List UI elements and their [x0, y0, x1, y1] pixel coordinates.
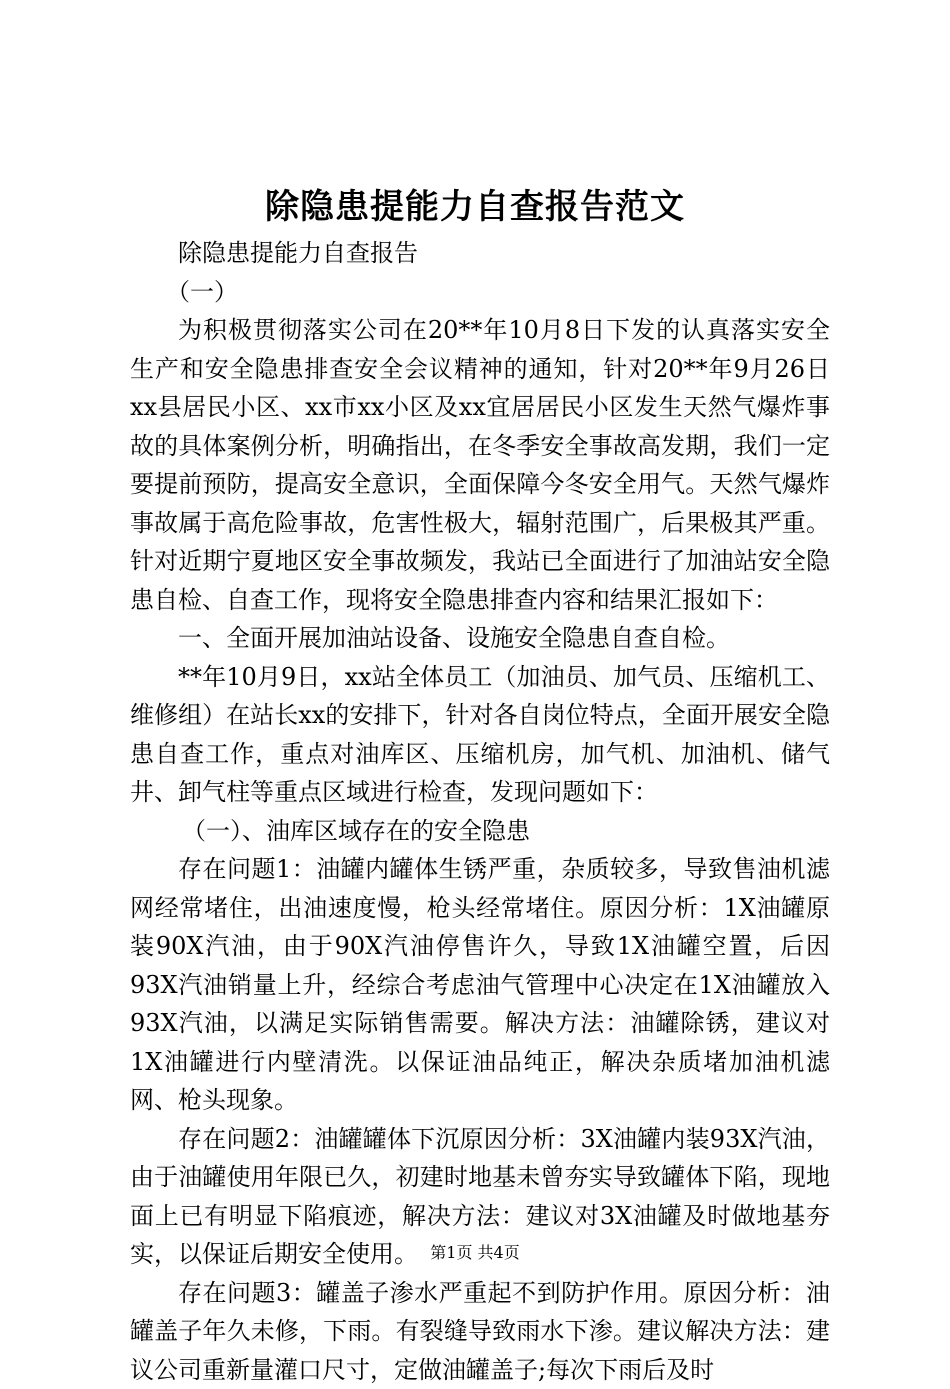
issue-paragraph-1: 存在问题1：油罐内罐体生锈严重，杂质较多，导致售油机滤网经常堵住，出油速度慢，枪头经常堵住。原因分析：1X油罐原装90X汽油，由于90X汽油停售许久，导致1X油罐空置，后因93X汽油销量上升，经综合考虑油气管理中心决定在1X油罐放入93X汽油，以满足实际销售需要。解决方法：油罐除锈，建议对1X油罐进行内壁清洗。以保证油品纯正，解决杂质堵加油机滤网、枪头现象。: [130, 850, 830, 1120]
intro-paragraph: 为积极贯彻落实公司在20**年10月8日下发的认真落实安全生产和安全隐患排查安全会议精神的通知，针对20**年9月26日xx县居民小区、xx市xx小区及xx宜居居民小区发生天然气爆炸事故的具体案例分析，明确指出，在冬季安全事故高发期，我们一定要提前预防，提高安全意识，全面保障今冬安全用气。天然气爆炸事故属于高危险事故，危害性极大，辐射范围广，后果极其严重。针对近期宁夏地区安全事故频发，我站已全面进行了加油站安全隐患自检、自查工作，现将安全隐患排查内容和结果汇报如下：: [130, 311, 830, 619]
section-heading-1: 一、全面开展加油站设备、设施安全隐患自查自检。: [130, 619, 830, 658]
section-heading-2: （一）、油库区域存在的安全隐患: [130, 812, 830, 851]
issue-paragraph-2: 存在问题2：油罐罐体下沉原因分析：3X油罐内装93X汽油，由于油罐使用年限已久，初建时地基未曾夯实导致罐体下陷，现地面上已有明显下陷痕迹，解决方法：建议对3X油罐及时做地基夯实，以保证后期安全使用。: [130, 1120, 830, 1274]
report-subtitle: 除隐患提能力自查报告: [130, 234, 830, 273]
page-number: 第1页 共4页: [0, 1241, 950, 1265]
inspection-paragraph: **年10月9日，xx站全体员工（加油员、加气员、压缩机工、维修组）在站长xx的安排下，针对各自岗位特点，全面开展安全隐患自查工作，重点对油库区、压缩机房，加气机、加油机、储气井、卸气柱等重点区域进行检查，发现问题如下：: [130, 658, 830, 812]
issue-paragraph-3: 存在问题3：罐盖子渗水严重起不到防护作用。原因分析：油罐盖子年久未修，下雨。有裂缝导致雨水下渗。建议解决方法：建议公司重新量灌口尺寸，定做油罐盖子;每次下雨后及时: [130, 1274, 830, 1389]
section-mark: （一）: [130, 273, 830, 312]
document-title: 除隐患提能力自查报告范文: [0, 183, 950, 231]
document-body: [130, 234, 830, 1389]
